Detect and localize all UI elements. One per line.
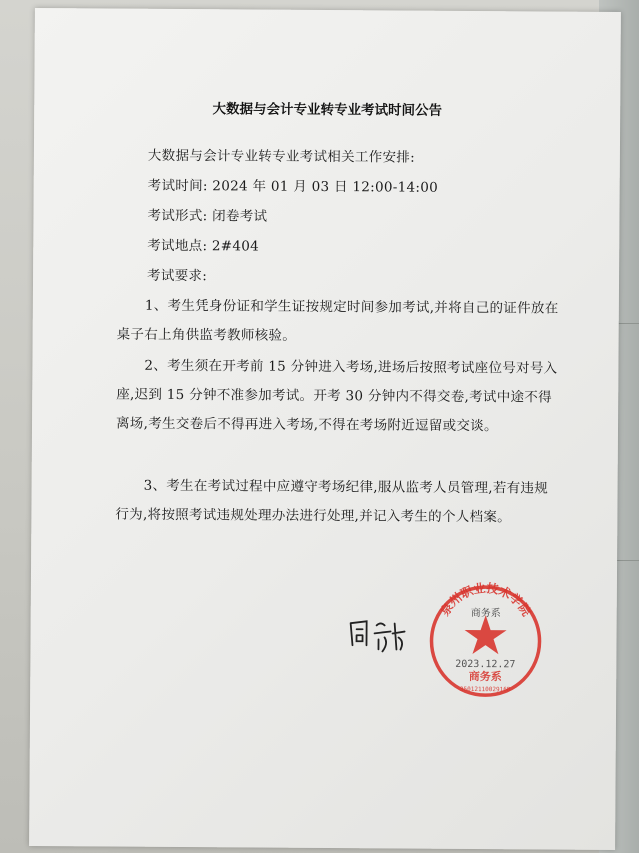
seal-org-text: 泉州职业技术学院 xyxy=(437,580,534,619)
notice-title: 大数据与会计专业转专业考试时间公告 xyxy=(212,101,443,119)
requirement-3: 3、考生在考试过程中应遵守考场纪律,服从监考人员管理,若有违规行为,将按照考试违规处理办法进行处理,并记入考生的个人档案。 xyxy=(115,477,549,526)
official-seal xyxy=(425,581,546,702)
requirement-1: 1、考生凭身份证和学生证按规定时间参加考试,并将自己的证件放在桌子右上角供监考教师核验。 xyxy=(116,297,559,344)
seal-handwritten-dept: 商务系 xyxy=(470,608,501,620)
seal-date: 2023.12.27 xyxy=(455,658,516,671)
requirements-heading: 考试要求: xyxy=(147,267,208,285)
intro-line: 大数据与会计专业转专业考试相关工作安排: xyxy=(147,147,416,166)
exam-form-line: 考试形式: 闭卷考试 xyxy=(147,207,268,225)
exam-location-line: 考试地点: 2#404 xyxy=(147,237,260,255)
exam-time-line: 考试时间: 2024 年 01 月 03 日 12:00-14:00 xyxy=(147,177,439,196)
signature-image xyxy=(344,615,416,656)
seal-code: 3501211002916B xyxy=(459,685,511,694)
requirement-2: 2、考生须在开考前 15 分钟进入考场,进场后按照考试座位号对号入座,迟到 15 分钟不准参加考试。开考 30 分钟内不得交卷,考试中途不得离场,考生交卷后不得再进入考场,不得在考场附近逗留或交谈。 xyxy=(115,357,558,435)
seal-dept-text: 商务系 xyxy=(468,670,502,684)
notice-paper xyxy=(29,8,621,850)
